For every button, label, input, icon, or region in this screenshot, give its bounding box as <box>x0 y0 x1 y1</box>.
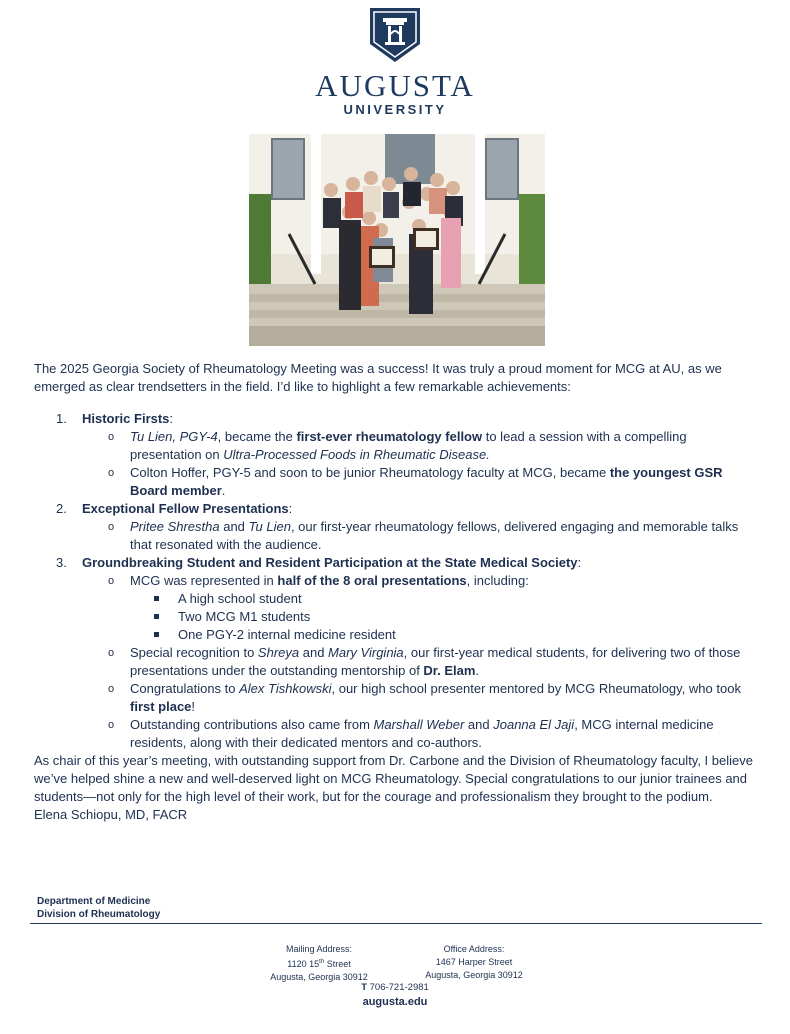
mailing-city: Augusta, Georgia 30912 <box>270 972 368 982</box>
logo-wordmark: AUGUSTA <box>315 68 475 103</box>
list-heading: Historic Firsts <box>82 411 170 426</box>
mailing-address <box>245 943 393 984</box>
office-city: Augusta, Georgia 30912 <box>425 970 523 980</box>
list-heading: Groundbreaking Student and Resident Participation at the State Medical Society <box>82 555 578 570</box>
footer-divider <box>30 923 762 924</box>
intro-paragraph: The 2025 Georgia Society of Rheumatology Meeting was a success! It was truly a proud moment for MCG at AU, as we emerged as clear trendsetters in the field. I’d like to highlight a few remarkable achievements: <box>34 361 722 394</box>
office-label: Office Address: <box>443 944 505 954</box>
sublist-item: o Special recognition to Shreya and Mary Virginia, our first-year medical students, for delivering two of those presentations under the outstanding mentorship of Dr. Elam. <box>108 645 741 678</box>
nested-item: Two MCG M1 students <box>130 608 759 626</box>
list-item: 2. Exceptional Fellow Presentations: o Pritee Shrestha and Tu Lien, our first-year rheumatology fellows, delivered engaging and memorable talks that resonated with the audience. <box>34 500 759 554</box>
sublist-item: o Tu Lien, PGY-4, became the first-ever rheumatology fellow to lead a session with a compelling presentation on Ultra-Processed Foods in Rheumatic Disease. <box>108 429 687 462</box>
achievements-list <box>34 410 759 752</box>
list-heading: Exceptional Fellow Presentations <box>82 501 289 516</box>
sublist-item: o Pritee Shrestha and Tu Lien, our first-year rheumatology fellows, delivered engaging and memorable talks that resonated with the audience. <box>108 519 739 552</box>
sublist-item: o Outstanding contributions also came from Marshall Weber and Joanna El Jaji, MCG internal medicine residents, along with their dedicated mentors and co-authors. <box>108 717 714 750</box>
list-number: 1. <box>56 411 67 426</box>
university-logo <box>0 6 790 118</box>
sublist-item: o Colton Hoffer, PGY-5 and soon to be junior Rheumatology faculty at MCG, became the youngest GSR Board member. <box>108 465 723 498</box>
nested-list <box>130 590 759 644</box>
list-number: 2. <box>56 501 67 516</box>
tower-seal-icon <box>0 6 790 64</box>
group-photo <box>249 134 545 346</box>
sublist-item: o Congratulations to Alex Tishkowski, our high school presenter mentored by MCG Rheumatology, who took first place! <box>108 681 741 714</box>
letter-body <box>34 360 759 824</box>
department-block <box>37 895 160 921</box>
sublist <box>82 518 759 554</box>
signature: Elena Schiopu, MD, FACR <box>34 807 188 822</box>
list-item: 3. Groundbreaking Student and Resident Participation at the State Medical Society: o MCG was represented in half of the 8 oral presentations, including: A high school student Two MCG M1 students One PGY-2 internal medicine resident o Special recognition to Shreya and Mary Virginia, our first-year medical students, for delivering two of those presentations under the outstanding mentorship of Dr. Elam. o Congratulations to Alex Tishkowski, our high school presenter mentored by MCG Rheumatology, who took first place! o Outstanding contributions also came from Marshall Weber and Joanna El Jaji, MCG internal medicine residents, along with their dedicated mentors and co-authors. <box>34 554 759 752</box>
sublist <box>82 428 759 500</box>
sublist-item: o MCG was represented in half of the 8 oral presentations, including: A high school student Two MCG M1 students One PGY-2 internal medicine resident <box>82 572 759 644</box>
mailing-street: 1120 15th Street <box>287 959 351 969</box>
division-name: Division of Rheumatology <box>37 909 161 920</box>
sublist <box>82 572 759 752</box>
closing-paragraph: As chair of this year’s meeting, with outstanding support from Dr. Carbone and the Division of Rheumatology faculty, I believe we’ve helped shine a new and well-deserved light on MCG Rheumatology. Special congratulations to our junior trainees and students—not only for the high level of their work, but for the courage and professionalism they brought to the podium. <box>34 753 753 804</box>
logo-subtitle: UNIVERSITY <box>343 102 447 117</box>
website-link[interactable]: augusta.edu <box>362 996 428 1008</box>
nested-item: A high school student <box>130 590 759 608</box>
department-name: Department of Medicine <box>37 896 151 907</box>
list-item: 1. Historic Firsts: o Tu Lien, PGY-4, became the first-ever rheumatology fellow to lead a session with a compelling presentation on Ultra-Processed Foods in Rheumatic Disease. o Colton Hoffer, PGY-5 and soon to be junior Rheumatology faculty at MCG, became the youngest GSR Board member. <box>34 410 759 500</box>
mailing-label: Mailing Address: <box>285 944 353 954</box>
list-number: 3. <box>56 555 67 570</box>
nested-item: One PGY-2 internal medicine resident <box>130 626 759 644</box>
phone-number: T 706-721-2981 <box>361 982 429 993</box>
office-address <box>400 943 548 982</box>
office-street: 1467 Harper Street <box>435 957 513 967</box>
